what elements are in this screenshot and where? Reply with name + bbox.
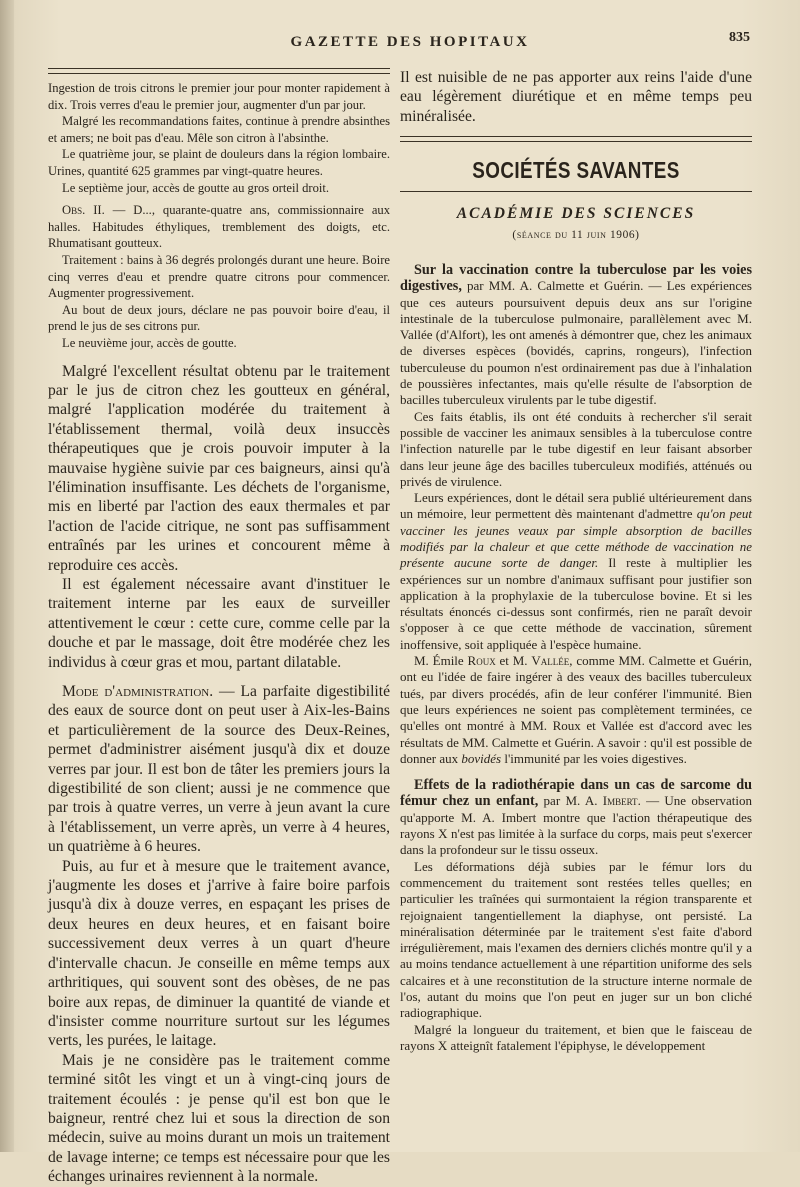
mode-label: Mode d'administration. [62, 683, 214, 700]
mode-paragraph [48, 682, 390, 857]
article-title: Effets de la radiothérapie dans un cas de sarcome du fémur chez un enfant, [400, 777, 752, 810]
italic-span: qu'on peut vacciner les jeunes veaux par simple absorption de bacilles modifiés par la chaleur et que cette méthode de vaccination ne présente aucune sorte de danger. [400, 506, 752, 571]
paragraph: Ces faits établis, ils ont été conduits à rechercher s'il serait possible de vacciner les animaux sensibles à la tuberculose contre l'infection naturelle par le tube digestif en leur faisant absorber dans leur jeune âge des bacilles tuberculeux modifiés, atténués ou privés de virulence. [400, 408, 752, 489]
paragraph: Mais je ne considère pas le traitement comme terminé sitôt les vingt et un à vingt-cinq jours de traitement écoulés : je pense qu'il est bon que le baigneur, rentré chez lui et sous la direction de son médecin, suive au moins durant un mois un traitement de lavage interne; ce temps est nécessaire pour que les échanges urinaires reviennent à la normale. [48, 1051, 390, 1186]
paragraph: Malgré les recommandations faites, continue à prendre absinthes et amers; ne boit pas d'eau. Mêle son citron à l'absinthe. [48, 114, 390, 145]
author-name: Vallée [531, 653, 570, 669]
paragraph: Les déformations déjà subies par le fémur lors du commencement du traitement sont restées telles quelles; en particulier les traînées qui surmontaient la région transparente et rejoignaient tangentiellement la diaphyse, ont persisté. La minéralisation déterminée par le traitement s'est faite d'abord irrégulièrement, mais l'examen des derniers clichés montre qu'il y a au moins tendance actuellement à une répartition uniforme des sels calcaires et à une reconstitution de la structure interne normale de l'os, autant du moins que l'on peut en juger sur un bon cliché radiographique. [400, 858, 752, 1021]
left-column [48, 68, 390, 1187]
text-span: M. Émile [414, 653, 468, 669]
paragraph: Malgré la longueur du traitement, et bien que le faisceau de rayons X atteignît fatalement l'épiphyse, le développement [400, 1021, 752, 1053]
observation-paragraph [48, 202, 390, 252]
article-text: — Les expériences que ces auteurs poursuivent depuis deux ans sur l'origine intestinale de la tuberculose pulmonaire, parallèlement avec M. Vallée (d'Alfort), les ont amenés à démontrer que, chez les animaux de diverses espèces (bovidés, caprins, rongeurs), l'infection tuberculeuse du poumon n'est ordinairement pas due à l'inhalation de poussières infectantes, mais qu'elle résulte de l'absorption de bacilles tuberculeux virulents par le tube digestif. [400, 278, 752, 408]
text-span: par M. A. [538, 793, 603, 809]
paragraph [400, 490, 752, 653]
article-title: Sur la vaccination contre la tuberculose par les voies digestives, [400, 261, 752, 295]
page-header [60, 30, 760, 54]
text-span: Leurs expériences, dont le détail sera publié ultérieurement dans un mémoire, leur permettent dès maintenant d'admettre [400, 490, 752, 522]
paragraph: Puis, au fur et à mesure que le traitement avance, j'augmente les doses et j'arrive à faire boire parfois jusqu'à dix à douze verres, en espaçant les prises de deux heures en deux heures, et en faisant boire successivement deux verres à un quart d'heure d'intervalle chacun. Je conseille en même temps aux arthritiques, qui souvent sont des obèses, de ne pas boire aux repas, de diminuer la quantité de viande et d'insister comme nourriture surtout sur les légumes verts, les purées, le laitage. [48, 857, 390, 1050]
section-underline [400, 191, 752, 192]
paragraph: Le neuvième jour, accès de goutte. [62, 335, 237, 350]
paragraph: Au bout de deux jours, déclare ne pas pouvoir boire d'eau, il prend le jus de ses citrons pur. [48, 302, 390, 334]
text-span: Il reste à multiplier les expériences sur un nombre d'animaux suffisant pour justifier son application à la prophylaxie de la tuberculose bovine. Et si les résultats énoncés ci-dessus sont confirmés, rien ne paraît devoir s'opposer à ce que cette méthode de vaccination, sûrement inoffensive, soit appliquée à l'espèce humaine. [400, 555, 752, 652]
seance-date: (séance du 11 juin 1906) [512, 229, 640, 242]
mode-text: — La parfaite digestibilité des eaux de source dont on peut user à Aix-les-Bains et particulièrement de la source des Deux-Reines, permet d'administrer aisément jusqu'à dix et douze verres par jour. Il est bon de tâter les premiers jours la digestibilité de son client; aussi je ne commence que par trois à quatre verres, un verre à jeun avant la cure à l'établissement, un verre après, un verre à 4 heures, un quatrième à 6 heures. [48, 683, 391, 856]
left-top-rule [48, 68, 390, 74]
article-authors: par MM. A. Calmette et Guérin. [461, 278, 644, 294]
paragraph: Il est nuisible de ne pas apporter aux reins l'aide d'une eau légèrement diurétique et en même temps peu minéralisée. [400, 69, 752, 125]
article-paragraph [400, 777, 752, 858]
italic-span: bovidés [461, 750, 502, 766]
author-name: Imbert [602, 793, 638, 809]
section-title: SOCIÉTÉS SAVANTES [472, 157, 680, 184]
right-column [400, 68, 752, 1054]
paragraph [400, 653, 752, 767]
paragraph: Malgré l'excellent résultat obtenu par le traitement par le jus de citron chez les goutteux en général, malgré l'application modérée du traitement à l'établissement thermal, voilà deux insuccès thérapeutiques que je crois pouvoir imputer à la mauvaise hygiène suivie par ces baigneurs, ainsi qu'à l'élimination insuffisante. Les déchets de l'organisme, mis en liberté par l'action des eaux thermales et par l'action de l'acide citrique, ne sont pas suffisamment entraînés par les urines et concourent même à reproduire ces accès. [48, 362, 390, 574]
paragraph: Traitement : bains à 36 degrés prolongés durant une heure. Boire cinq verres d'eau et prendre quatre citrons pour commencer. Augmenter progressivement. [48, 252, 390, 301]
paragraph: Il est également nécessaire avant d'instituer le traitement interne par les eaux de surveiller attentivement le cœur : cette cure, comme celle par la douche et par le massage, doit être modérée chez les individus à cœur gras et mou, partant dilatable. [48, 575, 390, 671]
academy-title: ACADÉMIE DES SCIENCES [456, 205, 696, 223]
paragraph: Ingestion de trois citrons le premier jour pour monter rapidement à dix. Trois verres d'eau le premier jour, augmenter d'un par jour. [48, 81, 390, 112]
text-span: , comme MM. Calmette et Guérin, ont eu l'idée de faire ingérer à des veaux des bacilles tuberculeux tués, par divers procédés, afin de leur conférer l'immunité. Bien que leurs expériences ne soient pas complètement terminées, ce qu'elles ont montré à MM. Roux et Vallée est d'accord avec les résultats de MM. Calmette et Guérin. A savoir : qu'il est possible de donner aux [400, 653, 753, 766]
text-span: et M. [495, 653, 532, 669]
article-paragraph [400, 262, 752, 409]
paragraph: Le quatrième jour, se plaint de douleurs dans la région lombaire. Urines, quantité 625 grammes par vingt-quatre heures. [48, 147, 390, 178]
page-number: 835 [729, 30, 750, 45]
observation-text: — D..., quarante-quatre ans, commissionnaire aux halles. Habitudes éthyliques, tremblement des doigts, etc. Rhumatisant goutteux. [48, 203, 390, 251]
paragraph: Le septième jour, accès de goutte au gros orteil droit. [62, 180, 330, 195]
observation-label: Obs. II. [62, 203, 105, 218]
article-text: . — Une observation qu'apporte M. A. Imbert montre que l'action thérapeutique des rayons X n'est pas limitée à la surface du corps, mais peut s'exercer dans la profondeur sur le tissu osseux. [400, 793, 752, 858]
journal-title: GAZETTE DES HOPITAUX [290, 34, 530, 50]
text-span: l'immunité par les voies digestives. [501, 750, 687, 766]
section-rule [400, 136, 752, 142]
book-spine-shadow [0, 0, 14, 1152]
author-name: Roux [467, 653, 496, 669]
